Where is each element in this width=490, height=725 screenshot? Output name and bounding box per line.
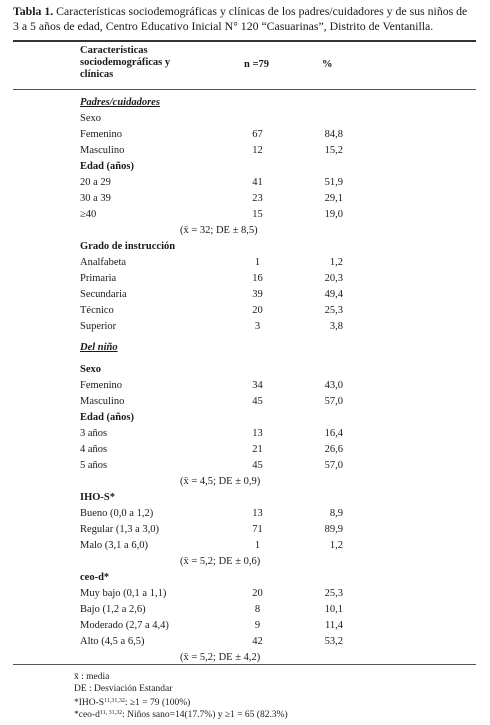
subheading-row — [0, 159, 490, 174]
bottom-rule — [13, 664, 476, 665]
row-percent: 26,6 — [324, 444, 343, 455]
row-label: 3 años — [80, 428, 108, 439]
row-n: 9 — [254, 620, 261, 631]
row-percent: 15,2 — [324, 145, 343, 156]
table-row — [0, 175, 490, 190]
table-row — [0, 287, 490, 302]
row-percent: 84,8 — [324, 129, 343, 140]
row-n: 23 — [252, 193, 263, 204]
row-n: 34 — [252, 380, 263, 391]
row-label: 20 a 29 — [80, 177, 111, 188]
footnote-ceo-text: : Niños sano=14(17.7%) y ≥1 = 65 (82.3%) — [122, 710, 288, 720]
row-n: 67 — [252, 129, 263, 140]
row-label: Muy bajo (0,1 a 1,1) — [80, 588, 167, 599]
table-row — [0, 111, 490, 126]
row-label: Superior — [80, 321, 117, 332]
table-row — [0, 602, 490, 617]
row-n: 13 — [252, 508, 263, 519]
subheading-row — [0, 362, 490, 377]
row-percent: 51,9 — [324, 177, 343, 188]
section-heading — [0, 95, 490, 110]
row-percent: 57,0 — [324, 460, 343, 471]
row-label: Grado de instrucción — [80, 241, 176, 252]
header-percent: % — [322, 59, 333, 70]
row-label: Masculino — [80, 396, 125, 407]
table-row — [0, 255, 490, 270]
row-label: ceo-d* — [80, 572, 110, 583]
row-label: Malo (3,1 a 6,0) — [80, 540, 148, 551]
table-row — [0, 634, 490, 649]
summary-stat-row — [0, 554, 490, 569]
row-n: 20 — [252, 305, 263, 316]
row-label: ≥40 — [80, 209, 97, 220]
row-label: Femenino — [80, 380, 122, 391]
row-label: 30 a 39 — [80, 193, 111, 204]
row-label: Regular (1,3 a 3,0) — [80, 524, 160, 535]
summary-stat-row — [0, 650, 490, 665]
row-percent: 25,3 — [324, 305, 343, 316]
row-label: (x̄ = 32; DE ± 8,5) — [180, 225, 258, 236]
row-label: Edad (años) — [80, 412, 134, 423]
row-label: Bajo (1,2 a 2,6) — [80, 604, 146, 615]
row-n: 41 — [252, 177, 263, 188]
subheading-row — [0, 410, 490, 425]
footnote-ceo — [74, 707, 288, 721]
row-label: Primaria — [80, 273, 117, 284]
row-label: 5 años — [80, 460, 108, 471]
footnote-iho-label: *IHO-S — [74, 698, 105, 708]
row-label: Del niño — [80, 342, 118, 353]
footnote-sd: DE : Desviación Estandar — [74, 684, 173, 694]
row-label: Moderado (2,7 a 4,4) — [80, 620, 169, 631]
row-percent: 53,2 — [324, 636, 343, 647]
row-percent: 29,1 — [324, 193, 343, 204]
row-n: 71 — [252, 524, 263, 535]
table-row — [0, 442, 490, 457]
row-label: Bueno (0,0 a 1,2) — [80, 508, 154, 519]
row-percent: 1,2 — [329, 540, 343, 551]
footnote-ceo-label: *ceo-d — [74, 710, 100, 720]
table-row — [0, 191, 490, 206]
row-percent: 11,4 — [325, 620, 343, 631]
subheading-row — [0, 490, 490, 505]
row-n: 13 — [252, 428, 263, 439]
row-n: 45 — [252, 396, 263, 407]
summary-stat-row — [0, 223, 490, 238]
row-percent: 43,0 — [324, 380, 343, 391]
row-n: 12 — [252, 145, 263, 156]
footnote-iho-text: : ≥1 = 79 (100%) — [124, 698, 191, 708]
row-percent: 19,0 — [324, 209, 343, 220]
row-percent: 49,4 — [324, 289, 343, 300]
table-row — [0, 319, 490, 334]
row-percent: 8,9 — [329, 508, 343, 519]
table-row — [0, 538, 490, 553]
row-label: Edad (años) — [80, 161, 134, 172]
header-n: n =79 — [244, 59, 269, 70]
section-heading — [0, 340, 490, 355]
row-label: IHO-S* — [80, 492, 116, 503]
row-n: 42 — [252, 636, 263, 647]
row-n: 1 — [254, 257, 261, 268]
table-row — [0, 271, 490, 286]
row-label: 4 años — [80, 444, 108, 455]
row-label: (x̄ = 5,2; DE ± 4,2) — [180, 652, 261, 663]
row-label: Femenino — [80, 129, 122, 140]
header-characteristics: Características sociodemográficas y clínicas — [80, 45, 171, 80]
table-label: Tabla 1. — [13, 4, 54, 18]
footnote-ceo-refs: 11, 31,32 — [99, 710, 123, 716]
row-percent: 1,2 — [329, 257, 343, 268]
table-row — [0, 586, 490, 601]
row-n: 15 — [252, 209, 263, 220]
footnote-iho-refs: 11,31,32 — [104, 698, 125, 704]
table-row — [0, 378, 490, 393]
table-row — [0, 426, 490, 441]
row-n: 39 — [252, 289, 263, 300]
row-label: Padres/cuidadores — [80, 97, 160, 108]
row-label: Masculino — [80, 145, 125, 156]
table-caption — [13, 4, 475, 34]
row-n: 21 — [252, 444, 263, 455]
row-n: 16 — [252, 273, 263, 284]
table-row — [0, 394, 490, 409]
table-row — [0, 506, 490, 521]
row-n: 3 — [254, 321, 261, 332]
table-row — [0, 143, 490, 158]
row-percent: 25,3 — [324, 588, 343, 599]
table-row — [0, 303, 490, 318]
table-row — [0, 618, 490, 633]
row-percent: 57,0 — [324, 396, 343, 407]
row-label: Alto (4,5 a 6,5) — [80, 636, 145, 647]
row-label: Sexo — [80, 364, 101, 375]
summary-stat-row — [0, 474, 490, 489]
row-label: Secundaria — [80, 289, 127, 300]
header-rule — [13, 89, 476, 90]
row-percent: 20,3 — [324, 273, 343, 284]
row-percent: 10,1 — [324, 604, 343, 615]
row-label: Analfabeta — [80, 257, 127, 268]
table-row — [0, 522, 490, 537]
footnote-mean: x̄ : media — [74, 672, 110, 682]
row-n: 1 — [254, 540, 261, 551]
row-label: Sexo — [80, 113, 101, 124]
subheading-row — [0, 239, 490, 254]
row-label: Técnico — [80, 305, 114, 316]
row-label: (x̄ = 4,5; DE ± 0,9) — [180, 476, 261, 487]
top-rule — [13, 40, 476, 42]
table-row — [0, 127, 490, 142]
row-percent: 16,4 — [324, 428, 343, 439]
caption-text: Características sociodemográficas y clínicas de los padres/cuidadores y de sus niños de 3 a 5 años de edad, Centro Educativo Inicial N° 120 “Casuarinas”, Distrito de Ventanilla. — [13, 4, 468, 33]
row-label: (x̄ = 5,2; DE ± 0,6) — [180, 556, 261, 567]
row-percent: 89,9 — [324, 524, 343, 535]
row-n: 20 — [252, 588, 263, 599]
row-percent: 3,8 — [329, 321, 343, 332]
table-row — [0, 207, 490, 222]
row-n: 8 — [254, 604, 261, 615]
row-n: 45 — [252, 460, 263, 471]
table-row — [0, 458, 490, 473]
subheading-row — [0, 570, 490, 585]
